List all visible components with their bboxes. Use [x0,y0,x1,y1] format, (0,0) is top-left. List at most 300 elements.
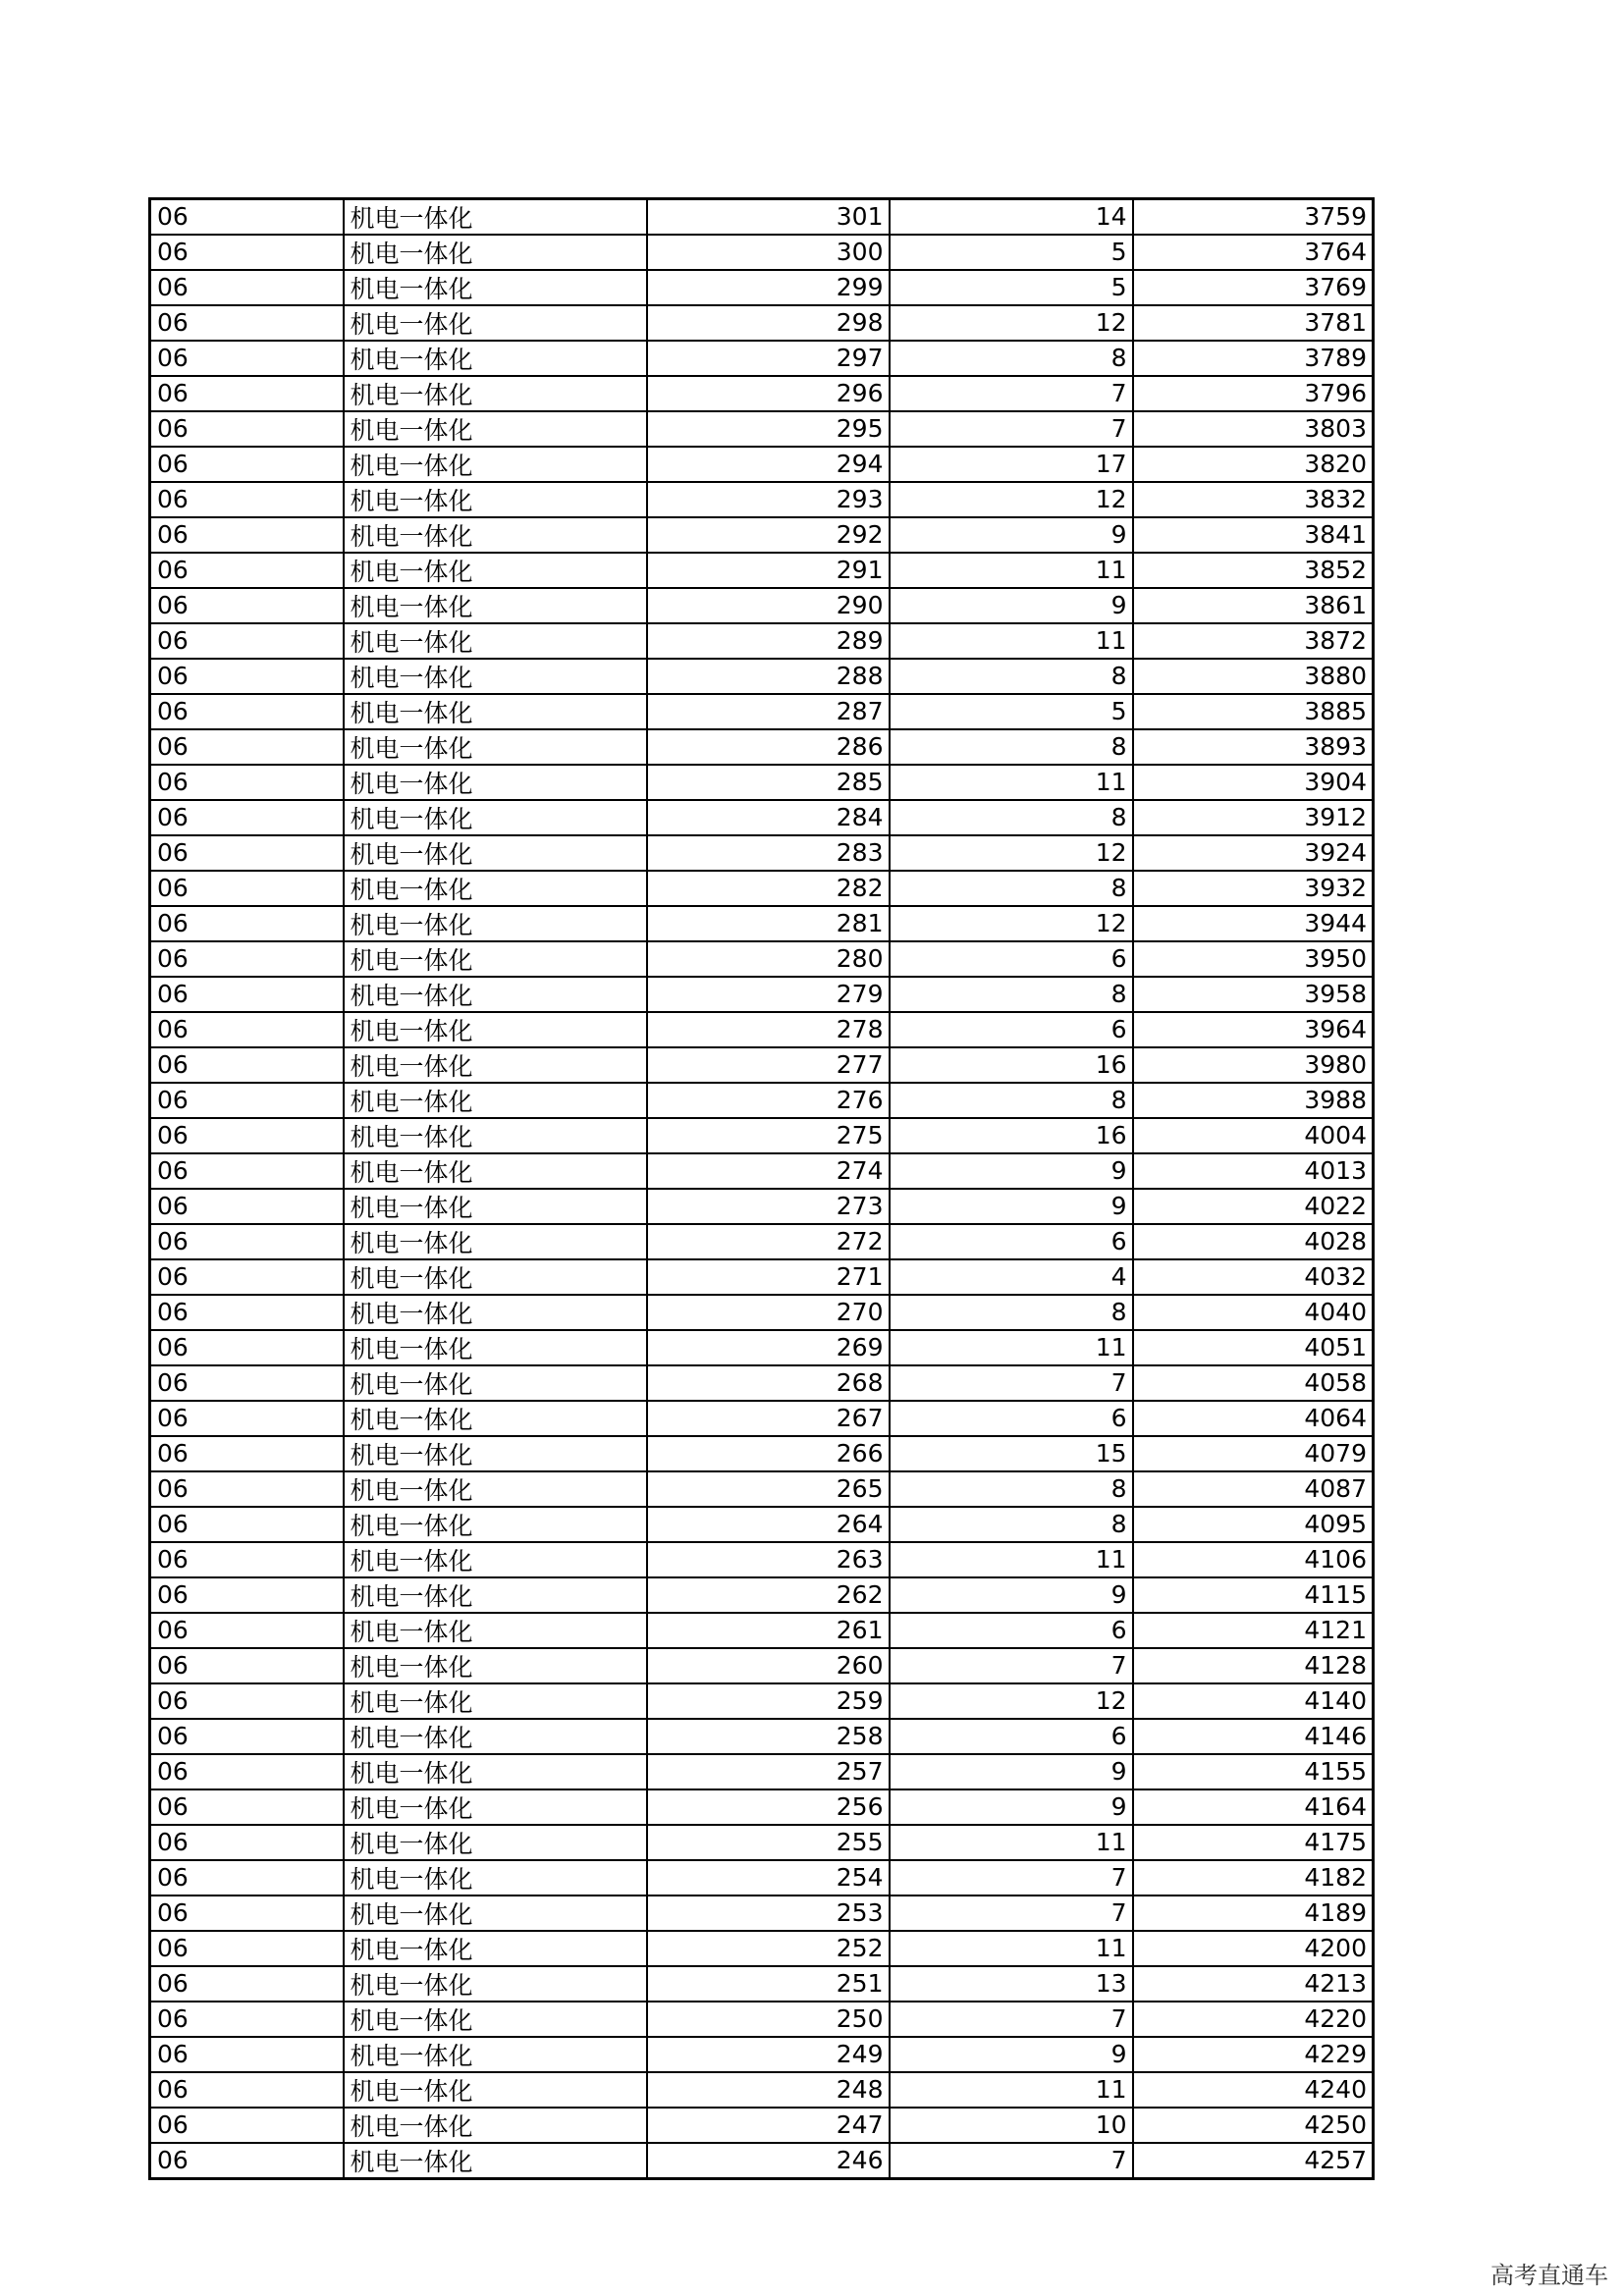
cell-major: 机电一体化 [344,2002,647,2037]
score-table-body [150,199,1374,2179]
cell-count: 6 [890,941,1133,977]
cell-cumulative: 3796 [1133,376,1374,411]
cell-score: 290 [647,588,890,623]
cell-code: 06 [150,376,344,411]
table-row [150,800,1374,835]
cell-score: 259 [647,1683,890,1719]
cell-score: 270 [647,1295,890,1330]
cell-score: 278 [647,1012,890,1047]
cell-score: 255 [647,1825,890,1860]
cell-score: 260 [647,1648,890,1683]
cell-cumulative: 4257 [1133,2143,1374,2179]
cell-major: 机电一体化 [344,1683,647,1719]
cell-count: 7 [890,1365,1133,1401]
footer-brand-watermark: 高考直通车 [1490,2262,1608,2289]
cell-count: 8 [890,977,1133,1012]
cell-major: 机电一体化 [344,2143,647,2179]
table-row [150,1047,1374,1083]
cell-cumulative: 3964 [1133,1012,1374,1047]
table-row [150,1012,1374,1047]
cell-cumulative: 3988 [1133,1083,1374,1118]
cell-score: 272 [647,1224,890,1259]
cell-cumulative: 4189 [1133,1896,1374,1931]
cell-score: 263 [647,1542,890,1577]
cell-count: 11 [890,1931,1133,1966]
cell-major: 机电一体化 [344,305,647,341]
cell-cumulative: 4004 [1133,1118,1374,1153]
cell-cumulative: 3885 [1133,694,1374,729]
cell-major: 机电一体化 [344,1542,647,1577]
cell-cumulative: 4200 [1133,1931,1374,1966]
cell-code: 06 [150,941,344,977]
cell-cumulative: 3872 [1133,623,1374,659]
cell-cumulative: 4155 [1133,1754,1374,1789]
cell-code: 06 [150,977,344,1012]
cell-count: 6 [890,1613,1133,1648]
cell-code: 06 [150,1153,344,1189]
cell-count: 8 [890,341,1133,376]
cell-cumulative: 3880 [1133,659,1374,694]
cell-major: 机电一体化 [344,1365,647,1401]
cell-code: 06 [150,517,344,553]
cell-count: 12 [890,1683,1133,1719]
cell-score: 258 [647,1719,890,1754]
cell-count: 11 [890,623,1133,659]
cell-count: 11 [890,553,1133,588]
cell-score: 282 [647,871,890,906]
cell-cumulative: 4106 [1133,1542,1374,1577]
cell-code: 06 [150,270,344,305]
cell-score: 273 [647,1189,890,1224]
cell-code: 06 [150,1295,344,1330]
cell-score: 249 [647,2037,890,2072]
cell-code: 06 [150,1613,344,1648]
cell-major: 机电一体化 [344,694,647,729]
cell-score: 289 [647,623,890,659]
cell-cumulative: 4182 [1133,1860,1374,1896]
cell-cumulative: 4229 [1133,2037,1374,2072]
cell-major: 机电一体化 [344,765,647,800]
table-row [150,1825,1374,1860]
cell-score: 276 [647,1083,890,1118]
cell-code: 06 [150,1083,344,1118]
cell-score: 247 [647,2108,890,2143]
cell-major: 机电一体化 [344,341,647,376]
cell-code: 06 [150,1189,344,1224]
table-row [150,1507,1374,1542]
cell-count: 7 [890,1860,1133,1896]
table-row [150,1683,1374,1719]
cell-count: 8 [890,1295,1133,1330]
table-row [150,1224,1374,1259]
cell-code: 06 [150,623,344,659]
cell-cumulative: 3841 [1133,517,1374,553]
cell-count: 14 [890,199,1133,236]
table-row [150,1471,1374,1507]
cell-code: 06 [150,1931,344,1966]
cell-code: 06 [150,1365,344,1401]
cell-code: 06 [150,199,344,236]
table-row [150,1789,1374,1825]
cell-major: 机电一体化 [344,1401,647,1436]
cell-score: 268 [647,1365,890,1401]
table-row [150,2037,1374,2072]
cell-major: 机电一体化 [344,235,647,270]
cell-cumulative: 3861 [1133,588,1374,623]
cell-code: 06 [150,871,344,906]
cell-code: 06 [150,2143,344,2179]
cell-code: 06 [150,553,344,588]
cell-score: 299 [647,270,890,305]
cell-code: 06 [150,1754,344,1789]
cell-count: 5 [890,235,1133,270]
table-row [150,2108,1374,2143]
cell-major: 机电一体化 [344,1613,647,1648]
cell-code: 06 [150,835,344,871]
cell-count: 11 [890,765,1133,800]
cell-score: 287 [647,694,890,729]
cell-cumulative: 4040 [1133,1295,1374,1330]
cell-count: 12 [890,906,1133,941]
table-row [150,1860,1374,1896]
table-row [150,1896,1374,1931]
cell-cumulative: 3764 [1133,235,1374,270]
cell-cumulative: 3769 [1133,270,1374,305]
cell-score: 288 [647,659,890,694]
cell-count: 12 [890,305,1133,341]
cell-count: 6 [890,1012,1133,1047]
table-row [150,871,1374,906]
cell-major: 机电一体化 [344,1012,647,1047]
cell-score: 291 [647,553,890,588]
cell-code: 06 [150,341,344,376]
cell-major: 机电一体化 [344,2037,647,2072]
table-row [150,270,1374,305]
cell-score: 251 [647,1966,890,2002]
cell-code: 06 [150,235,344,270]
table-row [150,199,1374,236]
cell-major: 机电一体化 [344,977,647,1012]
cell-count: 9 [890,517,1133,553]
cell-code: 06 [150,1259,344,1295]
cell-cumulative: 4079 [1133,1436,1374,1471]
table-row [150,623,1374,659]
cell-score: 293 [647,482,890,517]
cell-major: 机电一体化 [344,1896,647,1931]
cell-major: 机电一体化 [344,1083,647,1118]
cell-score: 264 [647,1507,890,1542]
cell-major: 机电一体化 [344,659,647,694]
table-row [150,1436,1374,1471]
cell-count: 5 [890,694,1133,729]
cell-code: 06 [150,2108,344,2143]
table-row [150,411,1374,447]
cell-count: 9 [890,1153,1133,1189]
cell-major: 机电一体化 [344,553,647,588]
cell-count: 11 [890,1542,1133,1577]
cell-count: 13 [890,1966,1133,2002]
cell-count: 7 [890,376,1133,411]
cell-cumulative: 3759 [1133,199,1374,236]
cell-code: 06 [150,1118,344,1153]
table-row [150,1966,1374,2002]
cell-code: 06 [150,1330,344,1365]
cell-score: 298 [647,305,890,341]
cell-cumulative: 3932 [1133,871,1374,906]
table-row [150,1189,1374,1224]
cell-count: 8 [890,1507,1133,1542]
cell-score: 280 [647,941,890,977]
cell-cumulative: 4121 [1133,1613,1374,1648]
cell-cumulative: 4115 [1133,1577,1374,1613]
cell-code: 06 [150,1577,344,1613]
cell-count: 15 [890,1436,1133,1471]
cell-score: 253 [647,1896,890,1931]
cell-code: 06 [150,1224,344,1259]
table-row [150,2002,1374,2037]
cell-cumulative: 4087 [1133,1471,1374,1507]
cell-count: 8 [890,659,1133,694]
cell-score: 248 [647,2072,890,2108]
cell-major: 机电一体化 [344,1436,647,1471]
cell-score: 283 [647,835,890,871]
cell-count: 9 [890,1789,1133,1825]
cell-cumulative: 4220 [1133,2002,1374,2037]
cell-major: 机电一体化 [344,1224,647,1259]
cell-count: 6 [890,1401,1133,1436]
cell-major: 机电一体化 [344,623,647,659]
cell-cumulative: 3912 [1133,800,1374,835]
cell-cumulative: 3904 [1133,765,1374,800]
cell-cumulative: 4022 [1133,1189,1374,1224]
cell-cumulative: 3958 [1133,977,1374,1012]
cell-count: 8 [890,1471,1133,1507]
cell-score: 294 [647,447,890,482]
cell-major: 机电一体化 [344,1259,647,1295]
cell-cumulative: 4128 [1133,1648,1374,1683]
table-row [150,906,1374,941]
cell-cumulative: 4058 [1133,1365,1374,1401]
cell-major: 机电一体化 [344,1966,647,2002]
cell-cumulative: 3789 [1133,341,1374,376]
cell-major: 机电一体化 [344,941,647,977]
cell-score: 297 [647,341,890,376]
cell-count: 8 [890,871,1133,906]
cell-score: 301 [647,199,890,236]
cell-count: 11 [890,1825,1133,1860]
cell-count: 11 [890,2072,1133,2108]
cell-score: 277 [647,1047,890,1083]
cell-score: 262 [647,1577,890,1613]
cell-major: 机电一体化 [344,1153,647,1189]
cell-count: 8 [890,729,1133,765]
table-row [150,1613,1374,1648]
score-table [148,197,1375,2180]
cell-cumulative: 4095 [1133,1507,1374,1542]
cell-code: 06 [150,729,344,765]
cell-count: 5 [890,270,1133,305]
cell-count: 16 [890,1047,1133,1083]
cell-code: 06 [150,1719,344,1754]
cell-cumulative: 4051 [1133,1330,1374,1365]
cell-count: 9 [890,1189,1133,1224]
cell-score: 300 [647,235,890,270]
cell-major: 机电一体化 [344,1825,647,1860]
cell-code: 06 [150,411,344,447]
cell-score: 254 [647,1860,890,1896]
table-row [150,305,1374,341]
cell-cumulative: 3781 [1133,305,1374,341]
cell-count: 7 [890,2143,1133,2179]
cell-code: 06 [150,447,344,482]
table-row [150,1118,1374,1153]
cell-score: 257 [647,1754,890,1789]
cell-count: 11 [890,1330,1133,1365]
table-row [150,482,1374,517]
cell-code: 06 [150,765,344,800]
cell-major: 机电一体化 [344,2108,647,2143]
cell-score: 286 [647,729,890,765]
cell-score: 285 [647,765,890,800]
cell-major: 机电一体化 [344,1295,647,1330]
cell-score: 292 [647,517,890,553]
cell-cumulative: 3820 [1133,447,1374,482]
cell-major: 机电一体化 [344,871,647,906]
cell-count: 6 [890,1224,1133,1259]
table-row [150,1401,1374,1436]
cell-major: 机电一体化 [344,1471,647,1507]
cell-count: 6 [890,1719,1133,1754]
table-row [150,729,1374,765]
cell-score: 266 [647,1436,890,1471]
cell-code: 06 [150,1401,344,1436]
table-row [150,1153,1374,1189]
table-row [150,1365,1374,1401]
table-row [150,341,1374,376]
cell-cumulative: 3893 [1133,729,1374,765]
cell-score: 284 [647,800,890,835]
table-row [150,835,1374,871]
cell-major: 机电一体化 [344,270,647,305]
table-row [150,553,1374,588]
cell-major: 机电一体化 [344,1860,647,1896]
cell-count: 8 [890,800,1133,835]
cell-score: 256 [647,1789,890,1825]
table-row [150,1931,1374,1966]
cell-code: 06 [150,906,344,941]
cell-code: 06 [150,1860,344,1896]
cell-major: 机电一体化 [344,1789,647,1825]
cell-code: 06 [150,1789,344,1825]
cell-major: 机电一体化 [344,1648,647,1683]
cell-major: 机电一体化 [344,1189,647,1224]
cell-score: 271 [647,1259,890,1295]
cell-cumulative: 4013 [1133,1153,1374,1189]
cell-cumulative: 4146 [1133,1719,1374,1754]
cell-code: 06 [150,1047,344,1083]
cell-major: 机电一体化 [344,1507,647,1542]
cell-code: 06 [150,1896,344,1931]
cell-major: 机电一体化 [344,1719,647,1754]
cell-cumulative: 3980 [1133,1047,1374,1083]
cell-code: 06 [150,1507,344,1542]
cell-count: 17 [890,447,1133,482]
cell-count: 4 [890,1259,1133,1295]
cell-major: 机电一体化 [344,588,647,623]
table-row [150,694,1374,729]
cell-score: 267 [647,1401,890,1436]
cell-code: 06 [150,2072,344,2108]
cell-count: 7 [890,1896,1133,1931]
cell-score: 261 [647,1613,890,1648]
cell-code: 06 [150,800,344,835]
cell-count: 9 [890,1577,1133,1613]
table-row [150,765,1374,800]
cell-score: 269 [647,1330,890,1365]
cell-score: 265 [647,1471,890,1507]
cell-major: 机电一体化 [344,906,647,941]
table-row [150,235,1374,270]
cell-count: 7 [890,411,1133,447]
cell-major: 机电一体化 [344,1330,647,1365]
cell-cumulative: 4250 [1133,2108,1374,2143]
cell-count: 12 [890,482,1133,517]
cell-count: 7 [890,2002,1133,2037]
cell-code: 06 [150,1012,344,1047]
cell-code: 06 [150,1471,344,1507]
cell-major: 机电一体化 [344,1931,647,1966]
cell-cumulative: 4064 [1133,1401,1374,1436]
cell-major: 机电一体化 [344,800,647,835]
cell-code: 06 [150,659,344,694]
table-row [150,2072,1374,2108]
cell-count: 8 [890,1083,1133,1118]
cell-major: 机电一体化 [344,1754,647,1789]
cell-major: 机电一体化 [344,1118,647,1153]
table-row [150,1259,1374,1295]
cell-score: 252 [647,1931,890,1966]
cell-code: 06 [150,1542,344,1577]
cell-cumulative: 3950 [1133,941,1374,977]
cell-major: 机电一体化 [344,1577,647,1613]
cell-code: 06 [150,1966,344,2002]
cell-code: 06 [150,2037,344,2072]
table-row [150,1754,1374,1789]
cell-code: 06 [150,1436,344,1471]
cell-cumulative: 4175 [1133,1825,1374,1860]
cell-major: 机电一体化 [344,447,647,482]
table-row [150,1083,1374,1118]
table-row [150,517,1374,553]
cell-major: 机电一体化 [344,376,647,411]
cell-major: 机电一体化 [344,729,647,765]
cell-major: 机电一体化 [344,411,647,447]
cell-cumulative: 3852 [1133,553,1374,588]
cell-code: 06 [150,1648,344,1683]
cell-score: 279 [647,977,890,1012]
cell-count: 9 [890,588,1133,623]
cell-score: 250 [647,2002,890,2037]
cell-code: 06 [150,482,344,517]
table-row [150,588,1374,623]
cell-cumulative: 4140 [1133,1683,1374,1719]
cell-cumulative: 3944 [1133,906,1374,941]
cell-score: 275 [647,1118,890,1153]
cell-cumulative: 3924 [1133,835,1374,871]
table-row [150,1577,1374,1613]
cell-cumulative: 3803 [1133,411,1374,447]
cell-score: 274 [647,1153,890,1189]
